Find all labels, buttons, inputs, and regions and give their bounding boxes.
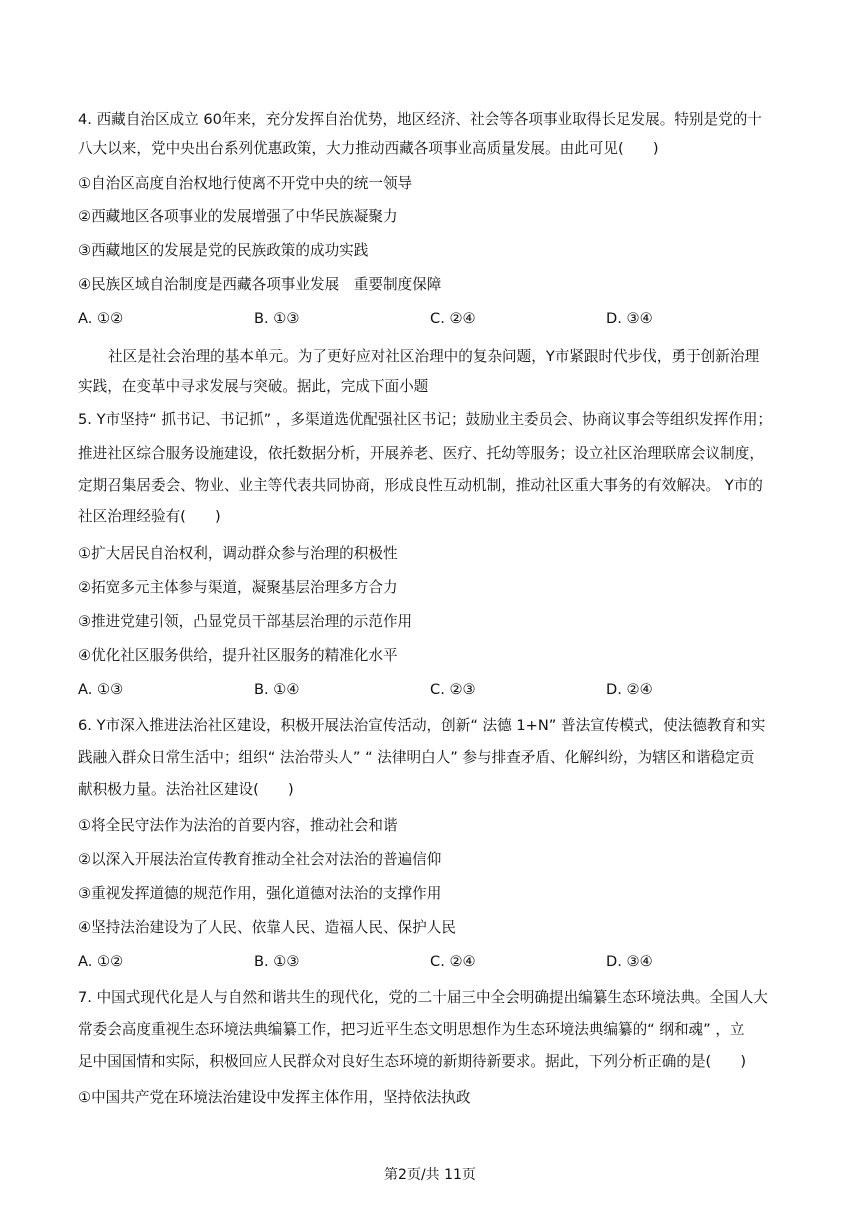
q5-item-3: ③推进党建引领，凸显党员干部基层治理的示范作用 — [78, 613, 413, 630]
material-line-1: 社区是社会治理的基本单元。为了更好应对社区治理中的复杂问题，Y市紧跟时代步伐，勇于创新治理 — [108, 348, 760, 365]
q7-stem-line-2: 常委会高度重视生态环境法典编纂工作，把习近平生态文明思想作为生态环境法典编纂的“ 纲和魂” ，立 — [78, 1021, 745, 1038]
q5-option-b: B. ①④ — [254, 681, 300, 698]
q4-item-3: ③西藏地区的发展是党的民族政策的成功实践 — [78, 242, 369, 259]
q6-stem-line-1: 6. Y市深入推进法治社区建设，积极开展法治宣传活动，创新“ 法德 1+N” 普法宣传模式，使法德教育和实 — [78, 717, 766, 734]
q4-option-a: A. ①② — [78, 310, 124, 327]
q5-option-a: A. ①③ — [78, 681, 124, 698]
q4-item-4: ④民族区域自治制度是西藏各项事业发展 重要制度保障 — [78, 276, 442, 293]
q6-stem-line-2: 践融入群众日常生活中；组织“ 法治带头人” “ 法律明白人” 参与排查矛盾、化解纠纷，为辖区和谐稳定贡 — [78, 749, 755, 766]
q5-option-d: D. ②④ — [606, 681, 653, 698]
q7-stem-line-3: 足中国国情和实际，积极回应人民群众对良好生态环境的新期待新要求。据此，下列分析正确的是( ) — [78, 1053, 747, 1070]
q5-stem-line-2: 推进社区综合服务设施建设，依托数据分析，开展养老、医疗、托幼等服务；设立社区治理联席会议制度， — [78, 445, 764, 462]
q4-stem-line-1: 4. 西藏自治区成立 60年来，充分发挥自治优势，地区经济、社会等各项事业取得长足发展。特别是党的十 — [78, 111, 762, 128]
q4-stem-line-2: 八大以来，党中央出台系列优惠政策，大力推动西藏各项事业高质量发展。由此可见( ) — [78, 140, 659, 157]
q5-option-c: C. ②③ — [430, 681, 476, 698]
q4-option-d: D. ③④ — [606, 310, 653, 327]
q6-stem-line-3: 献积极力量。法治社区建设( ) — [78, 781, 294, 798]
q6-item-4: ④坚持法治建设为了人民、依靠人民、造福人民、保护人民 — [78, 919, 456, 936]
q4-option-c: C. ②④ — [430, 310, 476, 327]
q7-stem-line-1: 7. 中国式现代化是人与自然和谐共生的现代化，党的二十届三中全会明确提出编纂生态环境法典。全国人大 — [78, 989, 768, 1006]
q5-item-1: ①扩大居民自治权利，调动群众参与治理的积极性 — [78, 545, 398, 562]
q5-stem-line-1: 5. Y市坚持“ 抓书记、书记抓” ，多渠道选优配强社区书记；鼓励业主委员会、协商议事会等组织发挥作用； — [78, 411, 773, 428]
q6-option-a: A. ①② — [78, 953, 124, 970]
q4-option-b: B. ①③ — [254, 310, 300, 327]
q4-item-2: ②西藏地区各项事业的发展增强了中华民族凝聚力 — [78, 208, 398, 225]
page-footer: 第2页/共 11页 — [384, 1167, 476, 1183]
material-line-2: 实践，在变革中寻求发展与突破。据此，完成下面小题 — [78, 378, 429, 395]
q4-item-1: ①自治区高度自治权地行使离不开党中央的统一领导 — [78, 175, 413, 192]
q5-stem-line-4: 社区治理经验有( ) — [78, 508, 221, 525]
q6-option-b: B. ①③ — [254, 953, 300, 970]
q6-item-2: ②以深入开展法治宣传教育推动全社会对法治的普遍信仰 — [78, 851, 442, 868]
q6-item-1: ①将全民守法作为法治的首要内容，推动社会和谐 — [78, 817, 398, 834]
q5-stem-line-3: 定期召集居委会、物业、业主等代表共同协商，形成良性互动机制，推动社区重大事务的有效解决。 Y市的 — [78, 477, 763, 494]
q6-option-d: D. ③④ — [606, 953, 653, 970]
q6-item-3: ③重视发挥道德的规范作用，强化道德对法治的支撑作用 — [78, 885, 442, 902]
q6-option-c: C. ②④ — [430, 953, 476, 970]
q5-item-2: ②拓宽多元主体参与渠道，凝聚基层治理多方合力 — [78, 579, 398, 596]
q7-item-1: ①中国共产党在环境法治建设中发挥主体作用，坚持依法执政 — [78, 1089, 471, 1106]
q5-item-4: ④优化社区服务供给，提升社区服务的精准化水平 — [78, 647, 398, 664]
